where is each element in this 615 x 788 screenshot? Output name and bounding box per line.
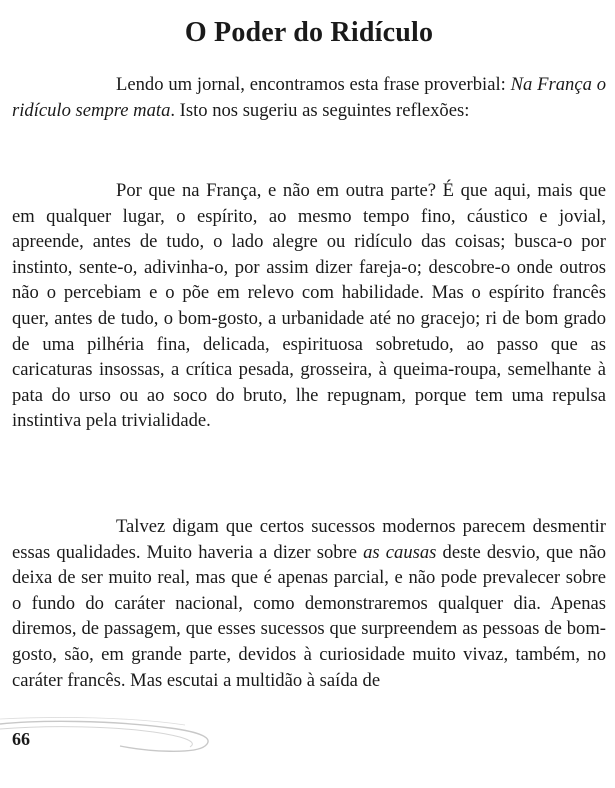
- paragraph-1-before: Lendo um jornal, encontramos esta frase proverbial:: [116, 74, 511, 95]
- proverb-italic: Na França o ridículo sempre mata: [12, 74, 606, 121]
- paragraph-1-after: . Isto nos sugeriu as seguintes reflexões:: [170, 99, 470, 121]
- chapter-title: O Poder do Ridículo: [184, 17, 434, 48]
- causes-italic: as causas: [363, 541, 437, 563]
- page-corner-flourish: [0, 716, 230, 766]
- paragraph-2: Por que na França, e não em outra parte? É que aqui, mais que em qualquer lugar, o espírito, ao mesmo tempo fino, cáustico e jovial, apreende, antes de tudo, o lado alegre ou ridículo das coisas; busca-o por instinto, sente-o, adivinha-o, por assim dizer fareja-o; descobre-o onde outros não o percebiam e o põe em relevo com habilidade. Mas o espírito francês quer, antes de tudo, o bom-gosto, a urbanidade até no gracejo; ri de bom grado de uma pilhéria fina, delicada, espirituosa sobretudo, ao passo que as caricaturas insossas, a crítica pesada, grosseira, à queima-roupa, semelhante à pata do urso ou ao soco do bruto, lhe repugnam, porque tem uma repulsa instintiva pela trivialidade.: [12, 180, 606, 432]
- paragraph-1: [12, 72, 606, 123]
- page-number: 66: [12, 729, 30, 749]
- paragraph-3-after: deste desvio, que não deixa de ser muito real, mas que é apenas parcial, e não pode prevalecer sobre o fundo do caráter nacional, como demonstraremos qualquer dia. Apenas diremos, de passagem, que esses sucessos que surpreendem as pessoas de bom-gosto, são, em grande parte, devidos à curiosidade muito vivaz, também, no caráter francês. Mas escutai a multidão à saída de: [12, 541, 607, 691]
- paragraph-3-before: Talvez digam que certos sucessos modernos parecem desmentir essas qualidades. Muito haveria a dizer sobre: [12, 516, 606, 563]
- paragraph-3: [12, 514, 606, 693]
